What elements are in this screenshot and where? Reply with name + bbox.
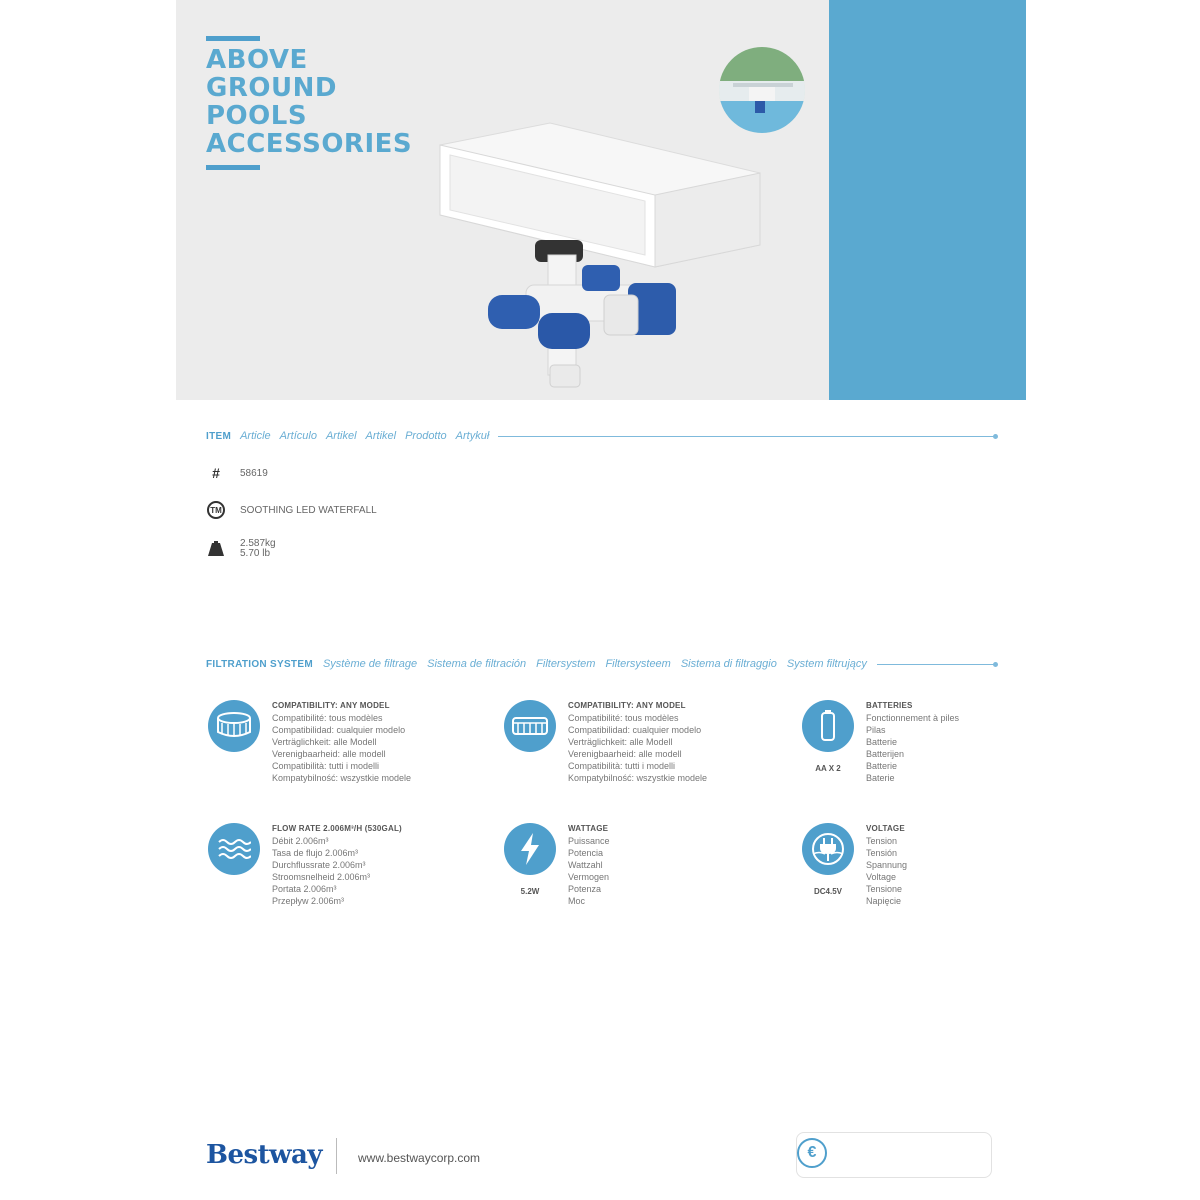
item-weight-row [206,539,276,559]
feature-line: Compatibilità: tutti i modelli [568,761,676,771]
feature-line: Compatibilidad: cualquier modelo [568,725,702,735]
feature-title: VOLTAGE [866,824,905,833]
item-number-row [206,463,268,483]
feature-line: Vermogen [568,872,610,882]
weight-kg: 2.587kg [240,538,276,549]
battery-icon [802,700,854,752]
feature-title: FLOW RATE 2.006M³/H (530GAL) [272,824,402,833]
feature-line: Napięcie [866,896,902,906]
filtration-header-lang: System filtrujący [786,658,867,670]
feature-line: Tasa de flujo 2.006m³ [272,848,359,858]
item-name: SOOTHING LED WATERFALL [240,504,377,516]
filtration-header-lang: Sistema de filtración [427,658,527,670]
feature-title: WATTAGE [568,824,609,833]
feature-line: Spannung [866,860,908,870]
feature-line: Compatibilità: tutti i modelli [272,761,380,771]
feature-line: Compatibilité: tous modèles [568,713,679,723]
feature-line: Voltage [866,872,897,882]
title-line: GROUND [206,73,337,103]
feature-title: COMPATIBILITY: ANY MODEL [568,701,686,710]
feature-line: Verenigbaarheid: alle modell [272,749,386,759]
pool-icon [504,700,556,752]
item-header-lang: Artikel [325,430,357,442]
filtration-header-lang: Filtersystem [536,658,596,670]
feature-line: Potenza [568,884,602,894]
website-link[interactable]: www.bestwaycorp.com [358,1151,481,1165]
feature-line: Przepływ 2.006m³ [272,896,345,906]
feature-line: Débit 2.006m³ [272,836,329,846]
feature-compatibility [208,700,411,784]
filtration-header-lang: Système de filtrage [322,658,418,670]
plug-icon [802,823,854,875]
feature-line: Batterijen [866,749,905,759]
weight-lb: 5.70 lb [240,548,271,559]
feature-line: Stroomsnelheid 2.006m³ [272,872,371,882]
feature-line: Verträglichkeit: alle Modell [568,737,673,747]
feature-title: BATTERIES [866,701,913,710]
item-header-lang: Artículo [279,430,317,442]
feature-line: Puissance [568,836,610,846]
item-section-header [206,429,996,443]
feature-line: Kompatybilność: wszystkie modele [568,773,708,783]
item-header-lang: Article [240,430,271,442]
euro-icon: € [797,1138,827,1168]
waterfall-product-image [430,115,770,395]
bestway-logo: Bestway [206,1140,323,1170]
feature-line: Durchflussrate 2.006m³ [272,860,366,870]
feature-line: Batterie [866,761,898,771]
hero-side-panel [829,0,1026,400]
feature-wattage [504,823,610,907]
feature-line: Verenigbaarheid: alle modell [568,749,682,759]
feature-caption: 5.2W [520,887,540,896]
item-header-lang: Prodotto [405,430,447,442]
pool-icon [208,700,260,752]
title-line: POOLS [206,101,308,131]
feature-batteries [802,700,959,784]
feature-caption: AA X 2 [815,764,841,773]
feature-title: COMPATIBILITY: ANY MODEL [272,701,390,710]
feature-line: Wattzahl [568,860,603,870]
item-name-row [206,500,377,520]
filtration-header-label: FILTRATION SYSTEM [206,658,313,670]
feature-line: Compatibilidad: cualquier modelo [272,725,406,735]
feature-line: Baterie [866,773,895,783]
feature-voltage [802,823,907,907]
feature-line: Kompatybilność: wszystkie modele [272,773,412,783]
lightning-icon [504,823,556,875]
feature-line: Moc [568,896,586,906]
feature-line: Potencia [568,848,604,858]
title-bottom-bar [206,165,260,170]
title-top-bar [206,36,260,41]
header-rule [498,436,996,437]
feature-line: Fonctionnement à piles [866,713,960,723]
pool-photo [719,47,805,133]
water-waves-icon [208,823,260,875]
feature-compatibility-2 [504,700,707,784]
feature-line: Pilas [866,725,886,735]
title-line: ABOVE [206,45,308,75]
feature-caption: DC4.5V [813,887,842,896]
filtration-section-header [206,657,996,671]
item-weight [240,539,276,559]
page-title [206,46,436,158]
weight-icon [206,539,226,559]
feature-line: Tensione [866,884,903,894]
feature-flow-rate [208,823,402,907]
item-header-label: ITEM [206,430,232,442]
item-header-lang: Artykuł [455,430,490,442]
footer-divider [336,1138,337,1174]
filtration-header-lang: Filtersysteem [605,658,671,670]
item-header-lang: Artikel [365,430,397,442]
feature-line: Verträglichkeit: alle Modell [272,737,377,747]
title-line: ACCESSORIES [206,129,413,159]
feature-line: Tension [866,836,898,846]
item-number: 58619 [240,467,268,479]
feature-line: Batterie [866,737,898,747]
hash-icon: # [212,465,220,481]
feature-line: Portata 2.006m³ [272,884,337,894]
feature-line: Compatibilité: tous modèles [272,713,383,723]
feature-line: Tensión [866,848,898,858]
tag-icon: TM [206,500,226,520]
header-rule [877,664,996,665]
filtration-header-lang: Sistema di filtraggio [680,658,777,670]
